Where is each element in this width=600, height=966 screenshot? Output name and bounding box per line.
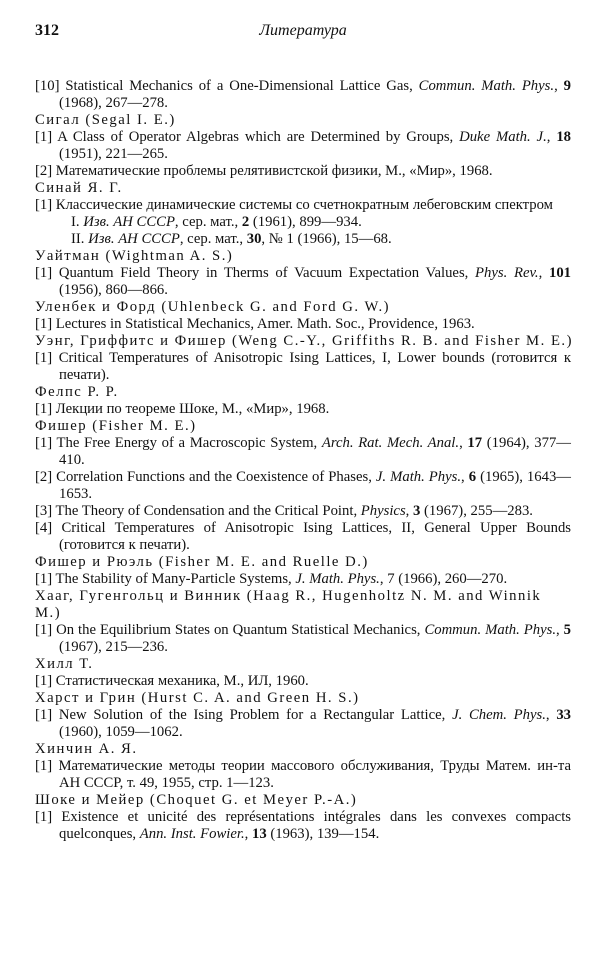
reference-text: 13 bbox=[251, 826, 267, 842]
reference-text: J. Math. Phys. bbox=[295, 571, 380, 587]
reference-author: Синай Я. Г. bbox=[35, 180, 123, 196]
reference-entry bbox=[35, 707, 571, 741]
reference-text: Commun. Math. Phys. bbox=[424, 622, 556, 638]
reference-text: (1967), 215—236. bbox=[59, 639, 168, 655]
reference-text: Phys. Rev. bbox=[475, 265, 539, 281]
reference-author: Хааг, Гугенгольц и Винник (Haag R., Hugenholtz N. M. and Winnik M.) bbox=[35, 588, 542, 621]
reference-text: [1] Классические динамические системы со счетнократным лебеговским спектром bbox=[35, 197, 553, 213]
reference-text: , № 1 (1966), 15—68. bbox=[261, 231, 392, 247]
reference-text: , 7 (1966), 260—270. bbox=[379, 571, 508, 587]
reference-text: 17 bbox=[467, 435, 483, 451]
reference-author: Хилл Т. bbox=[35, 656, 94, 672]
reference-text: [2] Математические проблемы релятивистской физики, М., «Мир», 1968. bbox=[35, 163, 493, 179]
reference-text: , bbox=[461, 469, 469, 485]
reference-text: [1] Математические методы теории массового обслуживания, Труды Матем. ин-та АН СССР, т. 49, 1955, стр. 1—123. bbox=[35, 758, 571, 791]
reference-author: Хинчин А. Я. bbox=[35, 741, 138, 757]
reference-text: Physics bbox=[360, 503, 406, 519]
reference-author: Сигал (Segal I. E.) bbox=[35, 112, 176, 128]
reference-text: J. Math. Phys. bbox=[375, 469, 462, 485]
page-header bbox=[35, 22, 571, 50]
reference-entry bbox=[35, 571, 571, 588]
reference-author: Фелпс Р. Р. bbox=[35, 384, 119, 400]
reference-author: Шоке и Мейер (Choquet G. et Meyer P.-A.) bbox=[35, 792, 358, 808]
page-number: 312 bbox=[35, 22, 59, 39]
reference-text: , сер. мат., bbox=[174, 214, 242, 230]
reference-author: Уэнг, Гриффитс и Фишер (Weng C.-Y., Griffiths R. B. and Fisher M. E.) bbox=[35, 333, 573, 349]
reference-text: [1] Critical Temperatures of Anisotropic Ising Lattices, I, Lower bounds (готовится к печати). bbox=[35, 350, 571, 383]
reference-text: , сер. мат., bbox=[179, 231, 247, 247]
reference-entry bbox=[35, 316, 571, 333]
reference-text: [2] Correlation Functions and the Coexistence of Phases, bbox=[35, 469, 376, 485]
reference-entry bbox=[35, 622, 571, 656]
reference-text: [1] Лекции по теореме Шоке, М., «Мир», 1968. bbox=[35, 401, 330, 417]
reference-entry bbox=[35, 265, 571, 299]
reference-entry bbox=[35, 163, 571, 180]
reference-subentry bbox=[35, 231, 571, 248]
reference-entry bbox=[35, 435, 571, 469]
reference-text: , bbox=[556, 622, 564, 638]
reference-entry bbox=[35, 401, 571, 418]
reference-author: Уайтман (Wightman A. S.) bbox=[35, 248, 234, 264]
reference-text: (1963), 139—154. bbox=[266, 826, 380, 842]
reference-entry bbox=[35, 758, 571, 792]
reference-author: Харст и Грин (Hurst C. A. and Green H. S.) bbox=[35, 690, 360, 706]
reference-text: (1951), 221—265. bbox=[59, 146, 168, 162]
reference-text: 101 bbox=[548, 265, 571, 281]
reference-author: Уленбек и Форд (Uhlenbeck G. and Ford G. W.) bbox=[35, 299, 391, 315]
reference-text: I. bbox=[71, 214, 84, 230]
reference-entry bbox=[35, 129, 571, 163]
reference-text: (1965), 1643—1653. bbox=[59, 469, 571, 502]
reference-text: [1] New Solution of the Ising Problem for a Rectangular Lattice, bbox=[35, 707, 453, 723]
reference-text: [1] Lectures in Statistical Mechanics, Amer. Math. Soc., Providence, 1963. bbox=[35, 316, 475, 332]
reference-text: , bbox=[545, 707, 557, 723]
reference-author: Фишер (Fisher M. E.) bbox=[35, 418, 197, 434]
reference-text: Duke Math. J. bbox=[459, 129, 547, 145]
reference-text: (1964), 377—410. bbox=[59, 435, 571, 468]
reference-text: 5 bbox=[563, 622, 571, 638]
reference-text: , bbox=[538, 265, 549, 281]
reference-text: , bbox=[459, 435, 468, 451]
reference-text: (1960), 1059—1062. bbox=[59, 724, 183, 740]
reference-entry bbox=[35, 78, 571, 112]
reference-text: 18 bbox=[556, 129, 571, 145]
reference-author: Фишер и Рюэль (Fisher M. E. and Ruelle D.) bbox=[35, 554, 369, 570]
reference-entry bbox=[35, 503, 571, 520]
reference-text: , bbox=[405, 503, 414, 519]
reference-text: [10] Statistical Mechanics of a One-Dimensional Lattice Gas, bbox=[35, 78, 419, 94]
reference-entry bbox=[35, 673, 571, 690]
reference-text: [1] Existence et unicité des représentations intégrales dans les convexes compacts quelconques, bbox=[35, 809, 571, 842]
reference-entry bbox=[35, 197, 571, 214]
book-page bbox=[35, 22, 571, 843]
reference-text: [1] Quantum Field Theory in Therms of Vacuum Expectation Values, bbox=[35, 265, 476, 281]
reference-text: [1] A Class of Operator Algebras which are Determined by Groups, bbox=[35, 129, 460, 145]
reference-text: (1961), 899—934. bbox=[249, 214, 362, 230]
reference-text: 33 bbox=[556, 707, 571, 723]
reference-text: 3 bbox=[413, 503, 421, 519]
reference-entry bbox=[35, 350, 571, 384]
bibliography-list bbox=[35, 78, 571, 843]
reference-text: [3] The Theory of Condensation and the Critical Point, bbox=[35, 503, 361, 519]
reference-text: , bbox=[554, 78, 564, 94]
reference-text: Ann. Inst. Fowier. bbox=[139, 826, 245, 842]
reference-text: Arch. Rat. Mech. Anal. bbox=[321, 435, 460, 451]
reference-text: (1968), 267—278. bbox=[59, 95, 168, 111]
reference-text: Изв. АН СССР bbox=[88, 231, 180, 247]
reference-text: Commun. Math. Phys. bbox=[418, 78, 555, 94]
reference-entry bbox=[35, 469, 571, 503]
reference-text: (1967), 255—283. bbox=[420, 503, 533, 519]
reference-text: [4] Critical Temperatures of Anisotropic Ising Lattices, II, General Upper Bounds (готовится к печати). bbox=[35, 520, 571, 553]
reference-text: (1956), 860—866. bbox=[59, 282, 168, 298]
reference-text: [1] On the Equilibrium States on Quantum Statistical Mechanics, bbox=[35, 622, 425, 638]
reference-entry bbox=[35, 520, 571, 554]
reference-text: II. bbox=[71, 231, 89, 247]
reference-text: J. Chem. Phys. bbox=[452, 707, 546, 723]
reference-text: 6 bbox=[468, 469, 477, 485]
reference-text: [1] The Stability of Many-Particle Systems, bbox=[35, 571, 296, 587]
reference-text: [1] The Free Energy of a Macroscopic System, bbox=[35, 435, 322, 451]
reference-text: 9 bbox=[563, 78, 571, 94]
reference-text: 2 bbox=[241, 214, 250, 230]
reference-text: Изв. АН СССР bbox=[83, 214, 175, 230]
running-title: Литература bbox=[259, 22, 347, 39]
reference-text: , bbox=[546, 129, 557, 145]
reference-text: , bbox=[244, 826, 252, 842]
reference-text: 30 bbox=[246, 231, 262, 247]
reference-text: [1] Статистическая механика, М., ИЛ, 1960. bbox=[35, 673, 309, 689]
reference-subentry bbox=[35, 214, 571, 231]
reference-entry bbox=[35, 809, 571, 843]
